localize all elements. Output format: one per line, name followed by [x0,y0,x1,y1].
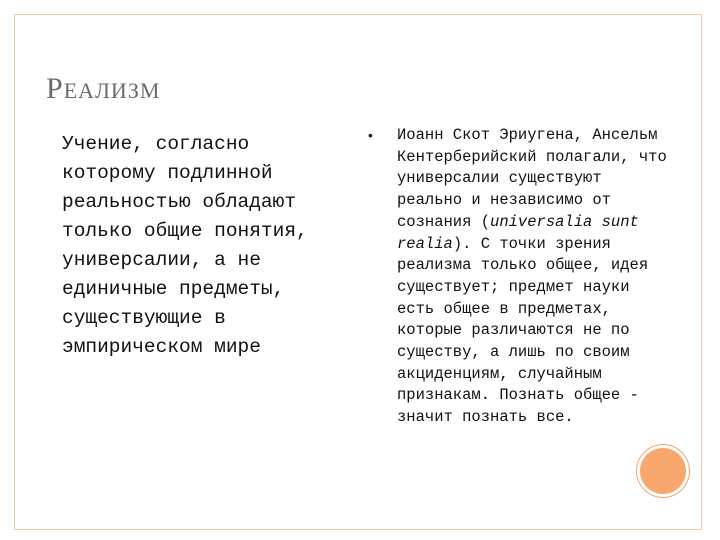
left-column-text: Учение, согласно которому подлинной реальностью обладают только общие понятия, универсалии, а не единичные предметы, существующие в эмпирическом мире [62,133,308,358]
slide-title [46,74,160,104]
bullet-icon: • [368,127,373,143]
right-text-latin-phrase: universalia sunt realia [397,212,639,253]
title-initial: Р [46,72,64,105]
right-text-part1: Иоанн Скот Эриугена, Ансельм Кентерберийский полагали, что универсалии существуют реально и независимо от сознания ( [397,126,667,231]
title-rest: ЕАЛИЗМ [63,78,161,103]
right-text-part2: ). С точки зрения реализма только общее, идея существует; предмет науки есть общее в предметах, которые различаются не по существу, а лишь по своим акциденциям, случайным признакам. Познать общее - значит познать все. [397,234,649,427]
decorative-circle [640,448,686,494]
right-column-text [397,125,669,429]
